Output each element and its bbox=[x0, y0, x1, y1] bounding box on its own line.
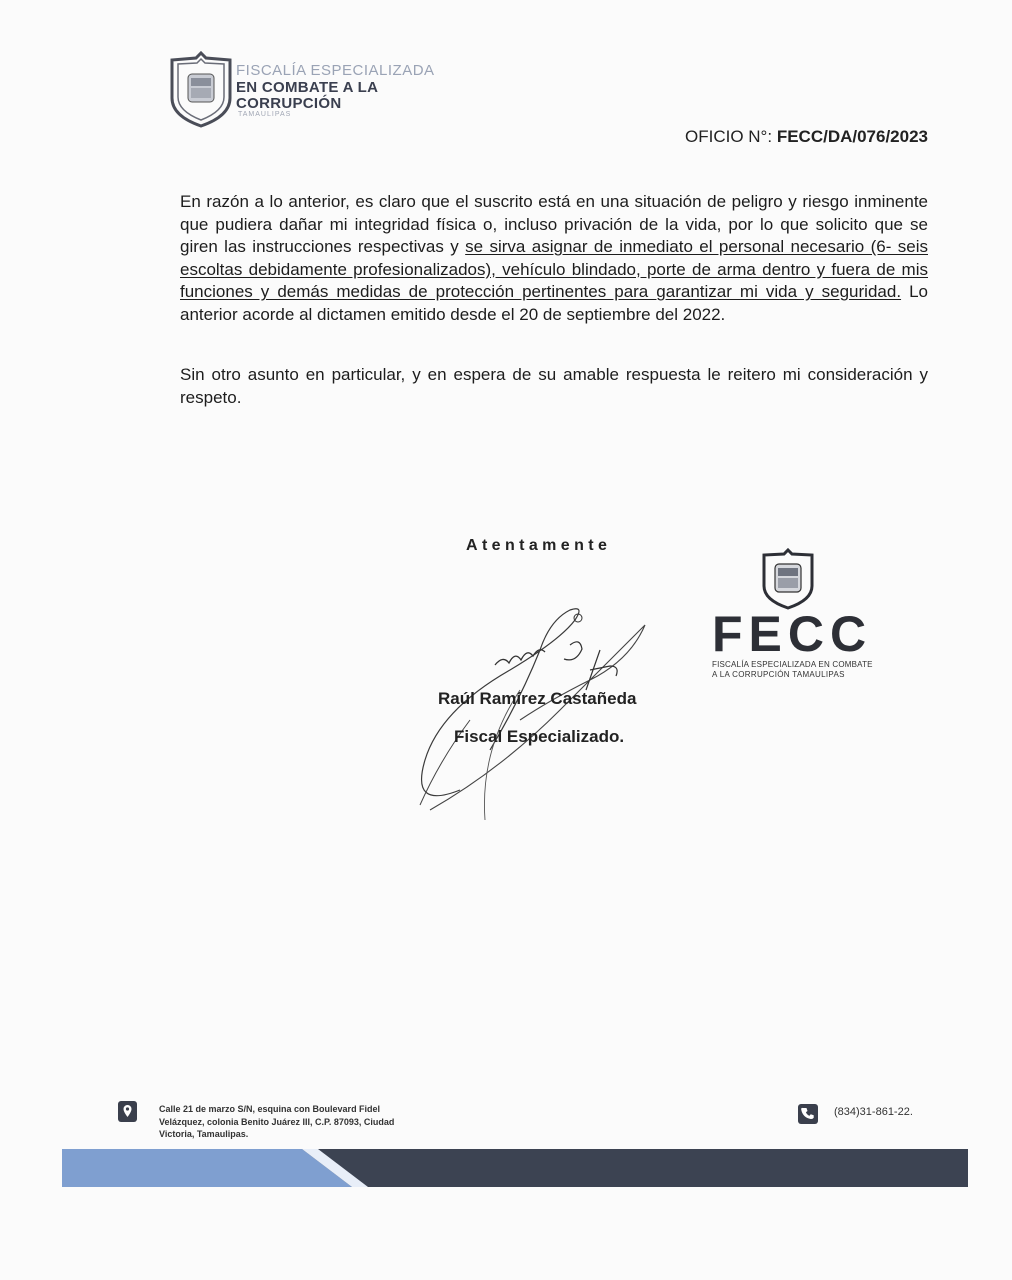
address-line-3: Victoria, Tamaulipas. bbox=[159, 1129, 249, 1139]
map-pin-icon bbox=[118, 1101, 137, 1122]
footer-address bbox=[159, 1103, 469, 1141]
body-paragraph-2: Sin otro asunto en particular, y en espera de su amable respuesta le reitero mi consideración y respeto. bbox=[180, 365, 928, 407]
p1-underlined-request: se sirva asignar de inmediato el personal necesario (6- seis escoltas debidamente profesionalizados), vehículo blindado, porte de arma dentro y fuera de mis funciones y demás medidas de protección pertinentes para garantizar mi vida y seguridad. bbox=[180, 237, 928, 301]
fiscalia-shield-logo bbox=[168, 50, 234, 128]
fecc-shield-icon bbox=[760, 548, 816, 610]
header-line-state: TAMAULIPAS bbox=[238, 111, 292, 118]
p1-text-end: Lo anterior acorde al dictamen emitido desde el 20 de septiembre del 2022. bbox=[180, 282, 928, 324]
footer-decorative-bar bbox=[62, 1149, 968, 1187]
signer-role: Fiscal Especializado. bbox=[454, 727, 625, 746]
phone-icon bbox=[798, 1104, 818, 1124]
closing-salutation: Atentamente bbox=[466, 537, 612, 554]
header-line-combate: EN COMBATE A LA bbox=[236, 79, 379, 96]
oficio-number bbox=[685, 127, 928, 147]
oficio-code: FECC/DA/076/2023 bbox=[776, 127, 928, 146]
p1-text-start: En razón a lo anterior, es claro que el suscrito está en una situación de peligro y riesgo inminente que pudiera dañar mi integridad física o, incluso privación de la vida, por lo que solicito que se giren las instrucciones respectivas y bbox=[180, 192, 928, 256]
address-line-2: Velázquez, colonia Benito Juárez III, C.P. 87093, Ciudad bbox=[159, 1116, 395, 1127]
oficio-label: OFICIO N°: bbox=[685, 127, 777, 146]
body-paragraph-1 bbox=[180, 191, 928, 326]
header-line-fiscalia: FISCALÍA ESPECIALIZADA bbox=[236, 62, 435, 79]
signer-name: Raúl Ramírez Castañeda bbox=[438, 689, 637, 708]
address-line-1: Calle 21 de marzo S/N, esquina con Boulevard Fidel bbox=[159, 1104, 381, 1114]
header-line-corrupcion: CORRUPCIÓN bbox=[236, 95, 342, 112]
fecc-subtitle-line2: A LA CORRUPCIÓN TAMAULIPAS bbox=[712, 670, 845, 679]
footer-phone: (834)31-861-22. bbox=[834, 1106, 913, 1118]
fecc-subtitle-line1: FISCALÍA ESPECIALIZADA EN COMBATE bbox=[712, 660, 873, 669]
fecc-acronym: FECC bbox=[712, 606, 873, 662]
